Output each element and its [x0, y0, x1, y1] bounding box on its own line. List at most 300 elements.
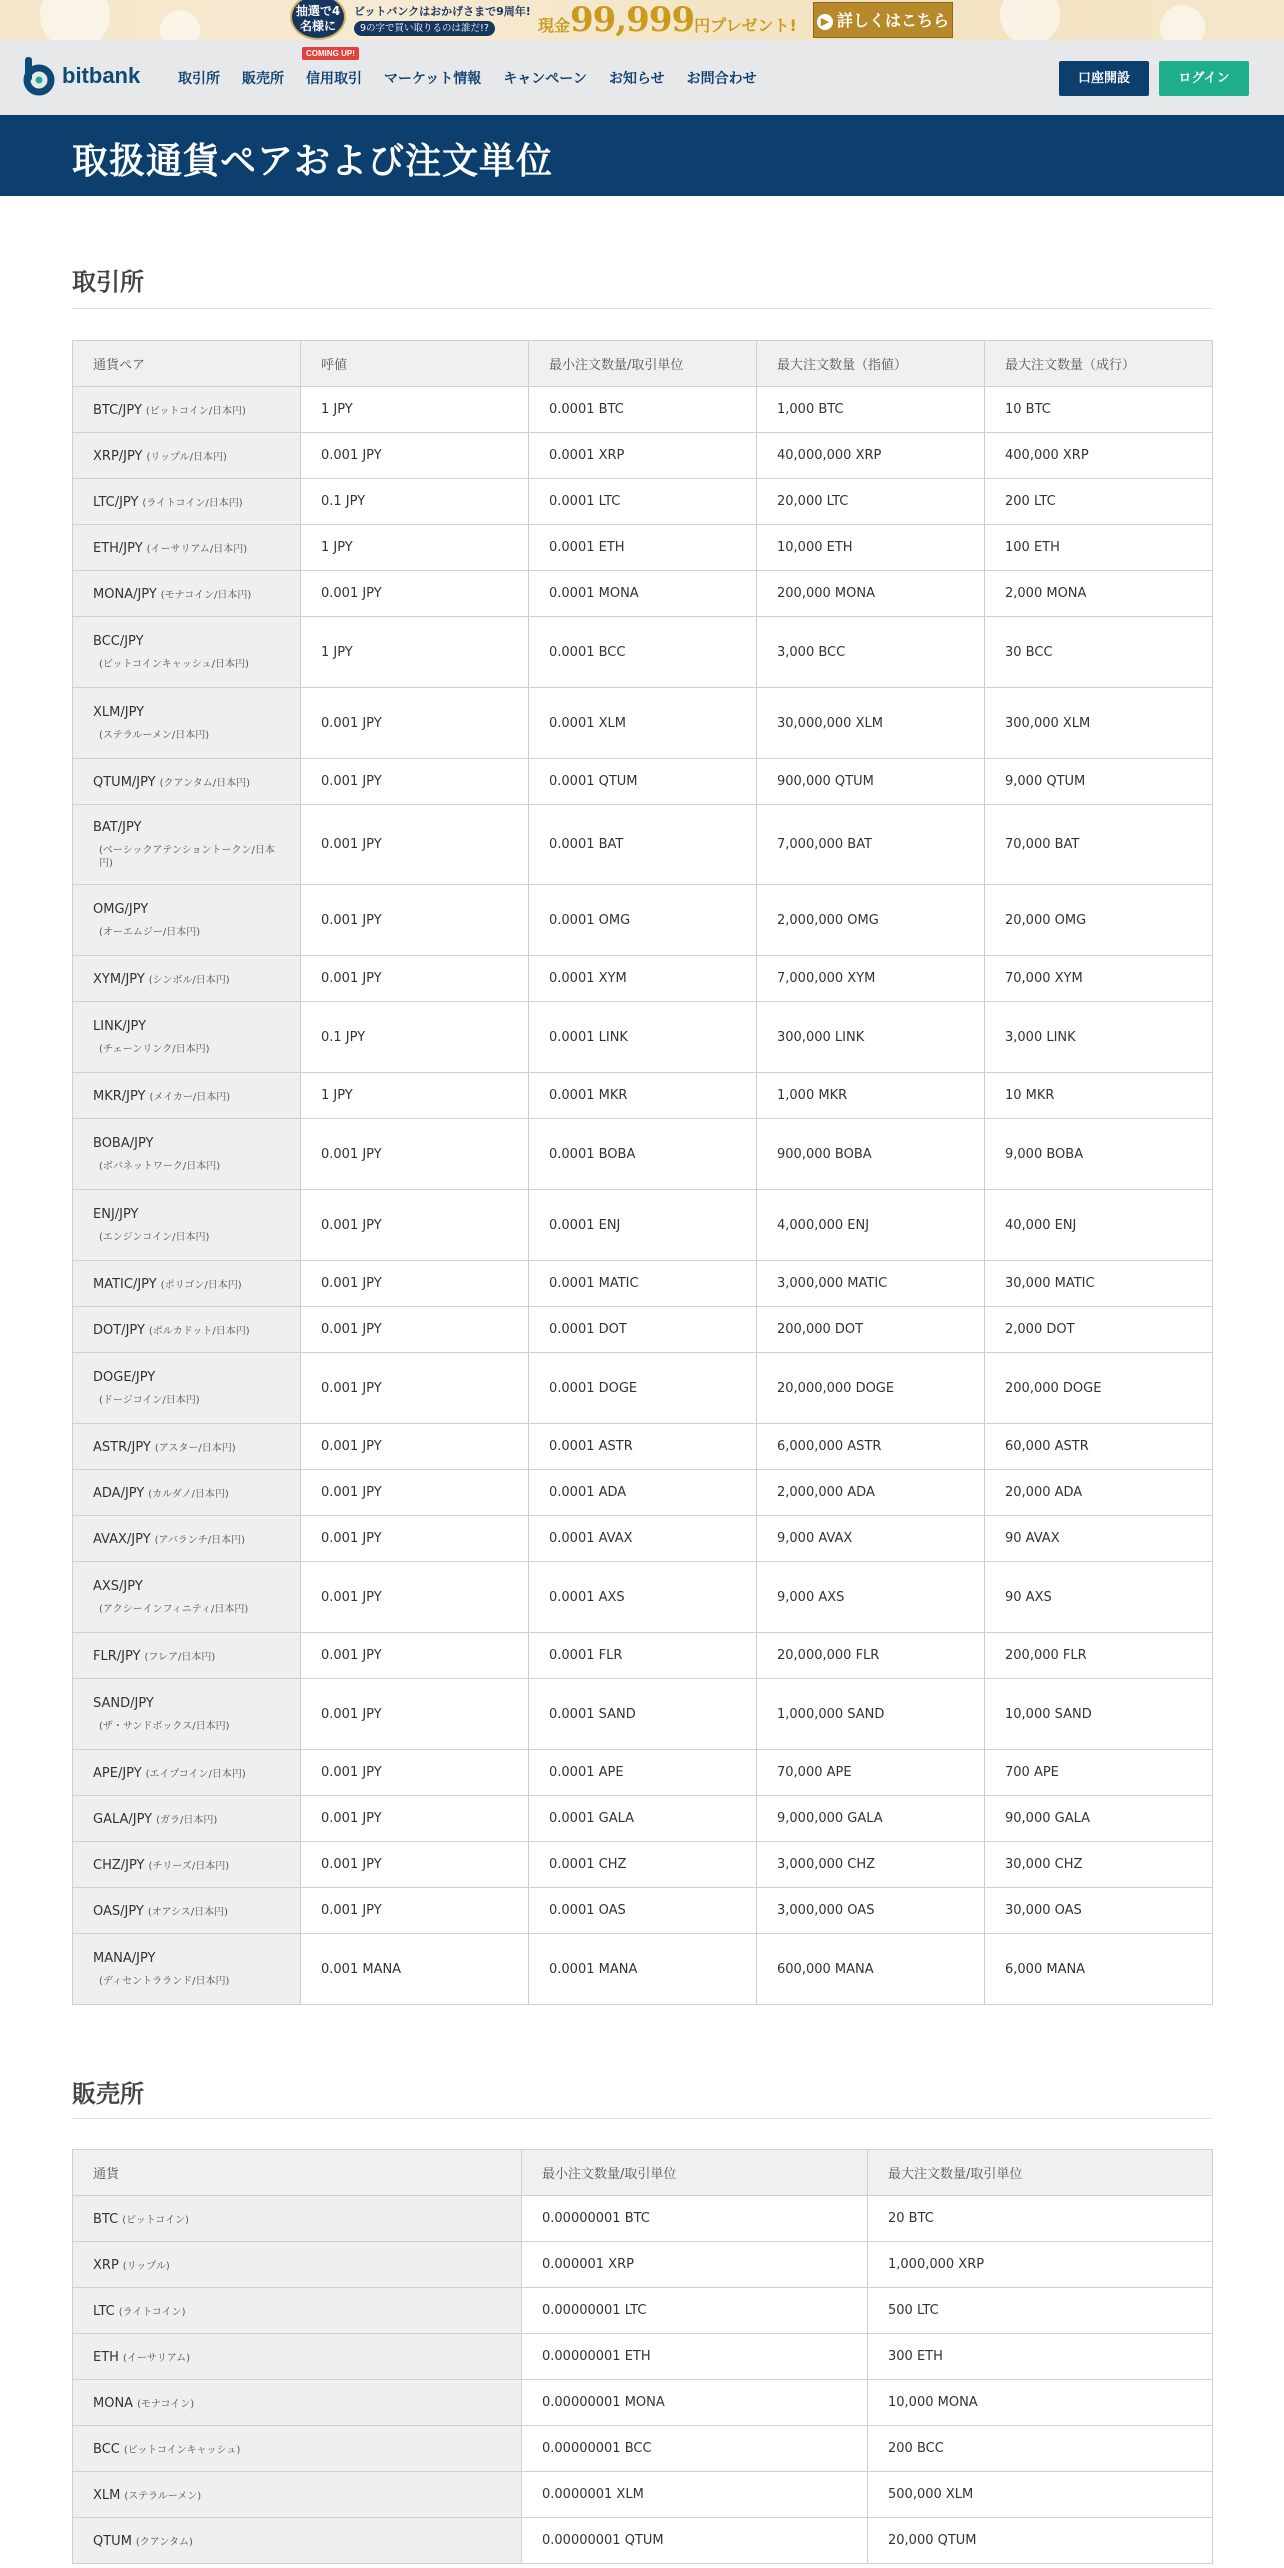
max-cell: 20,000 QTUM [868, 2518, 1213, 2564]
column-header: 呼値 [301, 341, 529, 387]
min-cell: 0.0000001 XLM [522, 2472, 868, 2518]
pair-code: FLR/JPY [93, 1648, 141, 1664]
coin-cell [73, 2288, 522, 2334]
tick-cell: 0.001 JPY [301, 688, 529, 759]
coin-cell [73, 2426, 522, 2472]
table-row [73, 688, 1213, 759]
max-limit-cell: 3,000,000 OAS [757, 1888, 985, 1934]
pair-cell [73, 617, 301, 688]
column-header: 最大注文数量（成行） [985, 341, 1213, 387]
pair-name: (オアシス/日本円) [147, 1906, 229, 1918]
table-header-row [73, 2150, 1213, 2196]
coin-name: (モナコイン) [137, 2398, 195, 2410]
tick-cell: 0.001 JPY [301, 1562, 529, 1633]
exchange-section-title: 取引所 [72, 268, 144, 296]
max-market-cell: 40,000 ENJ [985, 1190, 1213, 1261]
table-row [73, 1679, 1213, 1750]
pair-cell [73, 571, 301, 617]
tick-cell: 0.001 JPY [301, 1888, 529, 1934]
pair-code: APE/JPY [93, 1765, 142, 1781]
tick-cell: 0.001 JPY [301, 1842, 529, 1888]
max-limit-cell: 40,000,000 XRP [757, 433, 985, 479]
pair-cell [73, 1307, 301, 1353]
pair-code: BOBA/JPY [93, 1135, 154, 1151]
max-market-cell: 700 APE [985, 1750, 1213, 1796]
pair-code: AXS/JPY [93, 1578, 143, 1594]
coin-name: (ビットコイン) [122, 2214, 189, 2226]
min-cell: 0.0001 ENJ [529, 1190, 757, 1261]
coin-name: (クアンタム) [135, 2536, 193, 2548]
column-header: 最小注文数量/取引単位 [522, 2150, 868, 2196]
max-limit-cell: 9,000 AXS [757, 1562, 985, 1633]
coin-cell [73, 2334, 522, 2380]
login-button[interactable]: ログイン [1159, 61, 1249, 96]
min-cell: 0.0001 OMG [529, 885, 757, 956]
max-market-cell: 10 MKR [985, 1073, 1213, 1119]
nav-item-label: お問合わせ [686, 70, 757, 87]
min-cell: 0.0001 BOBA [529, 1119, 757, 1190]
max-limit-cell: 600,000 MANA [757, 1934, 985, 2005]
nav-item-label: 信用取引 [306, 70, 362, 87]
pair-cell [73, 1261, 301, 1307]
max-market-cell: 3,000 LINK [985, 1002, 1213, 1073]
max-market-cell: 300,000 XLM [985, 688, 1213, 759]
max-cell: 500,000 XLM [868, 2472, 1213, 2518]
banner-prize: 現金99,999円プレゼント! [538, 0, 797, 40]
max-limit-cell: 2,000,000 OMG [757, 885, 985, 956]
pair-name: (ポルカドット/日本円) [148, 1325, 250, 1337]
min-cell: 0.0001 SAND [529, 1679, 757, 1750]
otc-section-title: 販売所 [72, 2080, 144, 2108]
table-row [73, 1633, 1213, 1679]
pair-name: (アスター/日本円) [154, 1442, 236, 1454]
max-cell: 20 BTC [868, 2196, 1213, 2242]
open-account-button[interactable]: 口座開設 [1059, 61, 1149, 96]
max-market-cell: 30,000 OAS [985, 1888, 1213, 1934]
max-cell: 10,000 MONA [868, 2380, 1213, 2426]
min-cell: 0.00000001 BTC [522, 2196, 868, 2242]
max-market-cell: 10,000 SAND [985, 1679, 1213, 1750]
min-cell: 0.00000001 ETH [522, 2334, 868, 2380]
pair-name: (ビットコイン/日本円) [145, 405, 246, 417]
max-market-cell: 400,000 XRP [985, 433, 1213, 479]
table-row [73, 1261, 1213, 1307]
pair-code: ADA/JPY [93, 1485, 145, 1501]
coin-name: (ステラルーメン) [124, 2490, 202, 2502]
table-row [73, 525, 1213, 571]
coin-name: (リップル) [122, 2260, 170, 2272]
tick-cell: 0.001 JPY [301, 805, 529, 885]
tick-cell: 0.001 JPY [301, 1470, 529, 1516]
column-header: 通貨 [73, 2150, 522, 2196]
table-row [73, 1119, 1213, 1190]
pair-name: (ザ・サンドボックス/日本円) [99, 1720, 230, 1732]
pair-cell [73, 525, 301, 571]
nav-item[interactable] [687, 68, 757, 88]
nav-item-label: お知らせ [609, 70, 665, 87]
pair-name: (モナコイン/日本円) [160, 589, 252, 601]
min-cell: 0.0001 BTC [529, 387, 757, 433]
table-row [73, 1796, 1213, 1842]
max-limit-cell: 70,000 APE [757, 1750, 985, 1796]
table-row [73, 2196, 1213, 2242]
min-cell: 0.0001 APE [529, 1750, 757, 1796]
pair-name: (ディセントラランド/日本円) [99, 1975, 230, 1987]
pair-name: (ドージコイン/日本円) [99, 1394, 200, 1406]
table-row [73, 2518, 1213, 2564]
pair-cell [73, 387, 301, 433]
max-limit-cell: 1,000,000 SAND [757, 1679, 985, 1750]
tick-cell: 0.001 JPY [301, 1119, 529, 1190]
table-row [73, 2380, 1213, 2426]
max-market-cell: 30,000 MATIC [985, 1261, 1213, 1307]
max-limit-cell: 200,000 MONA [757, 571, 985, 617]
pair-cell [73, 1353, 301, 1424]
banner-decoration [1160, 5, 1205, 40]
pair-code: BAT/JPY [93, 819, 142, 835]
bitbank-logo[interactable] [22, 56, 140, 96]
campaign-banner[interactable] [0, 0, 1284, 40]
pair-cell [73, 1888, 301, 1934]
tick-cell: 0.001 JPY [301, 1679, 529, 1750]
tick-cell: 0.001 JPY [301, 1261, 529, 1307]
exchange-table [72, 340, 1213, 2005]
pair-cell [73, 1119, 301, 1190]
pair-name: (ガラ/日本円) [156, 1814, 218, 1826]
pair-cell [73, 1562, 301, 1633]
min-cell: 0.000001 XRP [522, 2242, 868, 2288]
min-cell: 0.0001 XRP [529, 433, 757, 479]
pair-name: (エンジンコイン/日本円) [99, 1231, 210, 1243]
tick-cell: 0.001 MANA [301, 1934, 529, 2005]
max-market-cell: 6,000 MANA [985, 1934, 1213, 2005]
min-cell: 0.0001 XYM [529, 956, 757, 1002]
max-limit-cell: 20,000,000 DOGE [757, 1353, 985, 1424]
pair-cell [73, 805, 301, 885]
page-title: 取扱通貨ペアおよび注文単位 [72, 141, 554, 182]
min-cell: 0.0001 ADA [529, 1470, 757, 1516]
tick-cell: 0.001 JPY [301, 1307, 529, 1353]
nav-item[interactable] [503, 68, 587, 88]
max-limit-cell: 200,000 DOT [757, 1307, 985, 1353]
max-market-cell: 90,000 GALA [985, 1796, 1213, 1842]
min-cell: 0.0001 BCC [529, 617, 757, 688]
table-row [73, 1353, 1213, 1424]
pair-cell [73, 1842, 301, 1888]
nav-item[interactable] [242, 68, 284, 88]
max-cell: 200 BCC [868, 2426, 1213, 2472]
min-cell: 0.0001 MKR [529, 1073, 757, 1119]
table-row [73, 617, 1213, 688]
max-market-cell: 70,000 BAT [985, 805, 1213, 885]
banner-headline: ビットバンクはおかげさまで9周年! [354, 5, 531, 18]
tick-cell: 0.001 JPY [301, 1424, 529, 1470]
max-limit-cell: 9,000,000 GALA [757, 1796, 985, 1842]
pair-code: OMG/JPY [93, 901, 149, 917]
pair-code: ASTR/JPY [93, 1439, 151, 1455]
coin-code: BTC [93, 2211, 119, 2227]
pair-name: (アバランチ/日本円) [154, 1534, 246, 1546]
column-header: 最大注文数量（指値） [757, 341, 985, 387]
pair-code: ENJ/JPY [93, 1206, 139, 1222]
max-limit-cell: 6,000,000 ASTR [757, 1424, 985, 1470]
table-row [73, 1562, 1213, 1633]
max-market-cell: 90 AVAX [985, 1516, 1213, 1562]
pair-name: (イーサリアム/日本円) [146, 543, 248, 555]
otc-table [72, 2149, 1213, 2564]
table-row [73, 1934, 1213, 2005]
pair-code: OAS/JPY [93, 1903, 144, 1919]
table-row [73, 1002, 1213, 1073]
column-header: 通貨ペア [73, 341, 301, 387]
min-cell: 0.0001 QTUM [529, 759, 757, 805]
pair-cell [73, 1934, 301, 2005]
pair-cell [73, 433, 301, 479]
nav-item-label: キャンペーン [503, 70, 588, 87]
table-row [73, 1073, 1213, 1119]
pair-code: MONA/JPY [93, 586, 157, 602]
tick-cell: 0.001 JPY [301, 1796, 529, 1842]
min-cell: 0.0001 BAT [529, 805, 757, 885]
pair-name: (ポリゴン/日本円) [160, 1279, 242, 1291]
main-nav [178, 40, 779, 115]
pair-code: QTUM/JPY [93, 774, 156, 790]
min-cell: 0.0001 AVAX [529, 1516, 757, 1562]
section-divider [72, 2118, 1212, 2119]
tick-cell: 0.001 JPY [301, 1750, 529, 1796]
tick-cell: 0.001 JPY [301, 1516, 529, 1562]
pair-cell [73, 688, 301, 759]
max-market-cell: 20,000 OMG [985, 885, 1213, 956]
min-cell: 0.0001 LTC [529, 479, 757, 525]
pair-code: XRP/JPY [93, 448, 143, 464]
nav-item-label: 取引所 [178, 70, 220, 87]
max-limit-cell: 3,000 BCC [757, 617, 985, 688]
min-cell: 0.0001 MONA [529, 571, 757, 617]
table-row [73, 2242, 1213, 2288]
pair-name: (クアンタム/日本円) [159, 777, 250, 789]
pair-cell [73, 1679, 301, 1750]
coin-code: XRP [93, 2257, 119, 2273]
min-cell: 0.00000001 MONA [522, 2380, 868, 2426]
coin-name: (イーサリアム) [122, 2352, 191, 2364]
pair-cell [73, 956, 301, 1002]
table-row [73, 1424, 1213, 1470]
max-limit-cell: 20,000,000 FLR [757, 1633, 985, 1679]
tick-cell: 0.001 JPY [301, 571, 529, 617]
max-limit-cell: 20,000 LTC [757, 479, 985, 525]
table-row [73, 2472, 1213, 2518]
min-cell: 0.0001 ASTR [529, 1424, 757, 1470]
max-market-cell: 70,000 XYM [985, 956, 1213, 1002]
nav-item[interactable] [306, 48, 362, 88]
column-header: 最大注文数量/取引単位 [868, 2150, 1213, 2196]
nav-item[interactable] [384, 68, 481, 88]
tick-cell: 0.001 JPY [301, 956, 529, 1002]
pair-name: (ライトコイン/日本円) [142, 497, 243, 509]
pair-name: (チェーンリンク/日本円) [99, 1043, 210, 1055]
table-row [73, 885, 1213, 956]
max-limit-cell: 30,000,000 XLM [757, 688, 985, 759]
pair-name: (リップル/日本円) [146, 451, 227, 463]
max-limit-cell: 7,000,000 BAT [757, 805, 985, 885]
pair-cell [73, 1633, 301, 1679]
banner-details-button[interactable]: ▶ 詳しくはこちら [813, 2, 953, 38]
pair-name: (フレア/日本円) [144, 1651, 216, 1663]
max-cell: 500 LTC [868, 2288, 1213, 2334]
table-row [73, 1750, 1213, 1796]
pair-name: (オーエムジー/日本円) [99, 926, 201, 938]
max-market-cell: 90 AXS [985, 1562, 1213, 1633]
pair-code: CHZ/JPY [93, 1857, 145, 1873]
coming-up-badge: COMING UP! [302, 47, 359, 60]
pair-code: GALA/JPY [93, 1811, 153, 1827]
banner-decoration [1000, 0, 1060, 40]
page-hero [0, 115, 1284, 196]
arrow-right-icon: ▶ [817, 14, 833, 30]
max-market-cell: 200,000 FLR [985, 1633, 1213, 1679]
coin-code: XLM [93, 2487, 121, 2503]
nav-item[interactable] [609, 68, 665, 88]
table-row [73, 2426, 1213, 2472]
max-market-cell: 2,000 DOT [985, 1307, 1213, 1353]
max-limit-cell: 3,000,000 CHZ [757, 1842, 985, 1888]
pair-name: (チリーズ/日本円) [148, 1860, 230, 1872]
table-row [73, 1470, 1213, 1516]
table-row [73, 759, 1213, 805]
table-row [73, 2334, 1213, 2380]
pair-code: XLM/JPY [93, 704, 145, 720]
tick-cell: 0.1 JPY [301, 479, 529, 525]
pair-code: MATIC/JPY [93, 1276, 157, 1292]
bitbank-logo-icon [22, 56, 56, 96]
coin-code: MONA [93, 2395, 134, 2411]
pair-name: (ステラルーメン/日本円) [99, 729, 210, 741]
banner-badge: 抽選で4名様に [290, 0, 346, 40]
min-cell: 0.0001 DOGE [529, 1353, 757, 1424]
pair-cell [73, 1470, 301, 1516]
pair-code: MANA/JPY [93, 1950, 156, 1966]
max-limit-cell: 1,000 BTC [757, 387, 985, 433]
pair-code: DOT/JPY [93, 1322, 145, 1338]
pair-name: (アクシーインフィニティ/日本円) [99, 1603, 249, 1615]
max-limit-cell: 2,000,000 ADA [757, 1470, 985, 1516]
table-row [73, 2288, 1213, 2334]
tick-cell: 0.001 JPY [301, 433, 529, 479]
min-cell: 0.0001 MANA [529, 1934, 757, 2005]
max-limit-cell: 900,000 BOBA [757, 1119, 985, 1190]
column-header: 最小注文数量/取引単位 [529, 341, 757, 387]
tick-cell: 0.001 JPY [301, 1633, 529, 1679]
banner-decoration [40, 0, 110, 40]
coin-cell [73, 2242, 522, 2288]
section-divider [72, 308, 1212, 309]
max-limit-cell: 900,000 QTUM [757, 759, 985, 805]
pair-code: BTC/JPY [93, 402, 142, 418]
pair-code: LTC/JPY [93, 494, 139, 510]
min-cell: 0.00000001 QTUM [522, 2518, 868, 2564]
coin-cell [73, 2518, 522, 2564]
pair-cell [73, 1796, 301, 1842]
nav-item[interactable] [178, 68, 220, 88]
logo-text: bitbank [62, 63, 141, 88]
min-cell: 0.0001 LINK [529, 1002, 757, 1073]
max-cell: 1,000,000 XRP [868, 2242, 1213, 2288]
pair-code: AVAX/JPY [93, 1531, 151, 1547]
min-cell: 0.00000001 LTC [522, 2288, 868, 2334]
pair-cell [73, 479, 301, 525]
min-cell: 0.0001 FLR [529, 1633, 757, 1679]
max-limit-cell: 300,000 LINK [757, 1002, 985, 1073]
tick-cell: 0.001 JPY [301, 759, 529, 805]
min-cell: 0.0001 OAS [529, 1888, 757, 1934]
pair-cell [73, 1190, 301, 1261]
min-cell: 0.0001 AXS [529, 1562, 757, 1633]
max-market-cell: 200 LTC [985, 479, 1213, 525]
max-limit-cell: 10,000 ETH [757, 525, 985, 571]
coin-cell [73, 2196, 522, 2242]
min-cell: 0.0001 ETH [529, 525, 757, 571]
max-limit-cell: 9,000 AVAX [757, 1516, 985, 1562]
max-market-cell: 30 BCC [985, 617, 1213, 688]
banner-decoration [160, 10, 200, 40]
max-cell: 300 ETH [868, 2334, 1213, 2380]
min-cell: 0.0001 CHZ [529, 1842, 757, 1888]
coin-code: QTUM [93, 2533, 132, 2549]
pair-code: XYM/JPY [93, 971, 145, 987]
max-market-cell: 200,000 DOGE [985, 1353, 1213, 1424]
pair-cell [73, 759, 301, 805]
nav-item-label: マーケット情報 [384, 70, 482, 87]
max-market-cell: 60,000 ASTR [985, 1424, 1213, 1470]
table-row [73, 571, 1213, 617]
pair-code: BCC/JPY [93, 633, 144, 649]
table-row [73, 1190, 1213, 1261]
pair-cell [73, 885, 301, 956]
max-market-cell: 100 ETH [985, 525, 1213, 571]
tick-cell: 1 JPY [301, 1073, 529, 1119]
nav-item-label: 販売所 [242, 70, 284, 87]
table-row [73, 1516, 1213, 1562]
table-row [73, 387, 1213, 433]
max-market-cell: 2,000 MONA [985, 571, 1213, 617]
banner-subline: 9の字で買い取りるのは誰だ!? [354, 21, 495, 36]
tick-cell: 1 JPY [301, 525, 529, 571]
pair-name: (エイプコイン/日本円) [145, 1768, 246, 1780]
pair-cell [73, 1516, 301, 1562]
pair-code: MKR/JPY [93, 1088, 146, 1104]
table-row [73, 805, 1213, 885]
max-market-cell: 9,000 BOBA [985, 1119, 1213, 1190]
pair-code: ETH/JPY [93, 540, 143, 556]
coin-code: BCC [93, 2441, 120, 2457]
coin-cell [73, 2472, 522, 2518]
pair-cell [73, 1750, 301, 1796]
pair-cell [73, 1002, 301, 1073]
table-row [73, 479, 1213, 525]
pair-code: LINK/JPY [93, 1018, 147, 1034]
max-limit-cell: 1,000 MKR [757, 1073, 985, 1119]
pair-code: DOGE/JPY [93, 1369, 156, 1385]
table-row [73, 956, 1213, 1002]
pair-name: (ベーシックアテンショントークン/日本円) [99, 844, 275, 869]
tick-cell: 0.1 JPY [301, 1002, 529, 1073]
max-limit-cell: 3,000,000 MATIC [757, 1261, 985, 1307]
table-header-row [73, 341, 1213, 387]
max-limit-cell: 4,000,000 ENJ [757, 1190, 985, 1261]
pair-name: (ビットコインキャッシュ/日本円) [99, 658, 249, 670]
coin-code: LTC [93, 2303, 115, 2319]
